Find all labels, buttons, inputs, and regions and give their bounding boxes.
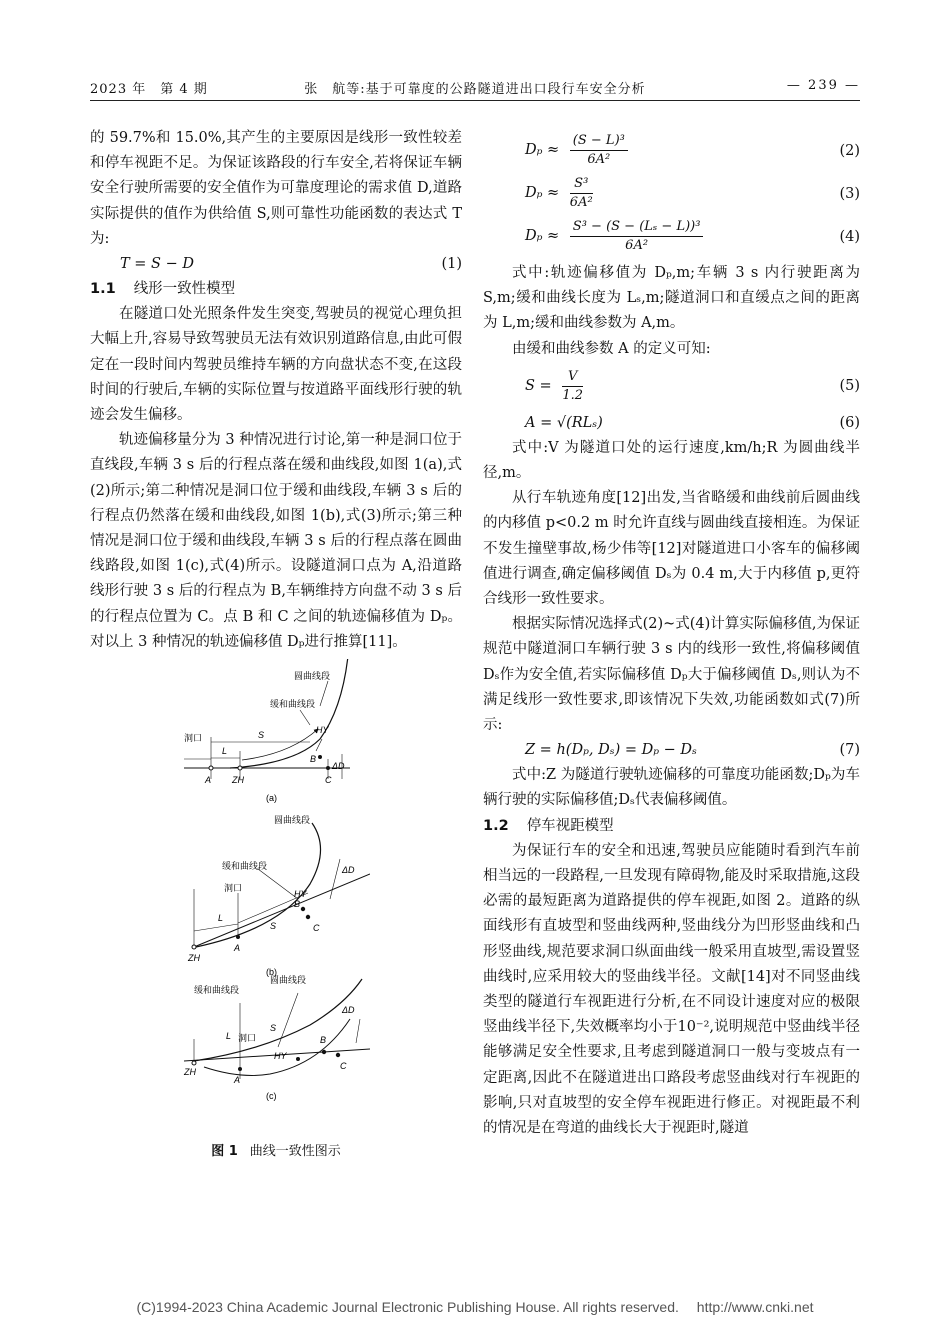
equation-4	[483, 218, 860, 255]
label-b: B	[320, 1035, 327, 1046]
equation-5	[483, 368, 860, 405]
equation-body: A = √(RLₛ)	[525, 414, 603, 431]
label-zh: ZH	[232, 775, 244, 786]
section-title: 线形一致性模型	[133, 281, 236, 298]
paragraph: 式中:轨迹偏移值为 Dₚ,m;车辆 3 s 内行驶距离为 S,m;缓和曲线长度为 Lₛ,m;隧道洞口和直缓点之间的距离为 L,m;缓和曲线参数为 A,m。	[483, 265, 860, 332]
numerator: V	[562, 368, 583, 387]
panel-b	[187, 814, 370, 977]
label-zh: ZH	[188, 953, 200, 964]
section-heading-1-2	[483, 814, 860, 839]
equation-number: (1)	[441, 256, 462, 273]
figure-1	[90, 659, 462, 1164]
label-hy: HY	[316, 725, 329, 736]
equation-fraction	[570, 132, 628, 169]
panel-a	[184, 659, 350, 803]
label-zh: ZH	[184, 1067, 196, 1078]
label-c: C	[325, 775, 332, 786]
numerator: (S − L)³	[570, 132, 628, 151]
equation-body: T = S − D	[120, 256, 194, 273]
equation-2	[483, 132, 860, 169]
paragraph: 从行车轨迹角度[12]出发,当省略缓和曲线前后圆曲线的内移值 p<0.2 m 时允许直线与圆曲线直接相连。为保证不发生撞壁事故,杨少伟等[12]对隧道进口小客车的偏移阈值进行调查,确定偏移阈值 Dₛ为 0.4 m,大于内移值 p,更符合线形一致性要求。	[483, 490, 860, 608]
section-number: 1.2	[483, 817, 509, 834]
page-number: — 239 —	[786, 78, 860, 93]
label-transition-curve: 缓和曲线段	[270, 699, 316, 710]
equation-number: (6)	[839, 414, 860, 431]
equation-7	[483, 738, 860, 763]
label-circular-curve: 圆曲线段	[294, 671, 331, 682]
paragraph: 式中:Z 为隧道行驶轨迹偏移的可靠度功能函数;Dₚ为车辆行驶的实际偏移值;Dₛ代表偏移阈值。	[483, 767, 860, 809]
equation-lhs: Dₚ ≈	[525, 141, 560, 158]
section-title: 停车视距模型	[526, 817, 614, 834]
paragraph: 在隧道口处光照条件发生突变,驾驶员的视觉心理负担大幅上升,容易导致驾驶员无法有效识别道路信息,由此可假定在一段时间内驾驶员维持车辆的方向盘状态不变,在这段时间的行驶后,车辆的实际位置与按道路平面线形行驶的轨迹会发生偏移。	[90, 306, 462, 424]
numerator: S³ − (S − (Lₛ − L))³	[570, 218, 704, 237]
label-portal: 洞口	[238, 1033, 257, 1044]
denominator: 6A²	[569, 195, 593, 210]
label-delta-d: ΔD	[332, 761, 345, 772]
section-heading-1-1	[90, 277, 462, 302]
equation-number: (7)	[839, 742, 860, 759]
paragraph: 轨迹偏移量分为 3 种情况进行讨论,第一种是洞口位于直线段,车辆 3 s 后的行程点落在缓和曲线段,如图 1(a),式(2)所示;第二种情况是洞口位于缓和曲线段,车辆 3 s 后的行程点仍然落在缓和曲线段,如图 1(b),式(3)所示;第三种情况是洞口位于缓和曲线段,车辆 3 s 后的行程点落在圆曲线路段,如图 1(c),式(4)所示。设隧道洞口点为 A,沿道路线形行驶 3 s 后的行程点为 B,车辆维持方向盘不动 3 s 后的行程点位置为 C。点 B 和 C 之间的轨迹偏移值为 Dₚ。对以上 3 种情况的轨迹偏移值 Dₚ进行推算[11]。	[90, 432, 462, 650]
equation-number: (5)	[839, 378, 860, 395]
panel-c	[183, 974, 370, 1101]
paragraph: 的 59.7%和 15.0%,其产生的主要原因是线形一致性较差和停车视距不足。为保证该路段的行车安全,若将保证车辆安全行驶所需要的安全值作为可靠度理论的需求值 D,道路实际提供的值作为供给值 S,则可靠性功能函数的表达式 T 为:	[90, 130, 462, 247]
paragraph: 根据实际情况选择式(2)~式(4)计算实际偏移值,为保证规范中隧道洞口车辆行驶 3 s 内的线形一致性,将偏移阈值 Dₛ作为安全值,若实际偏移值 Dₚ大于偏移阈值 Dₛ,则认为不满足线形一致性要求,即该情况下失效,功能函数如式(7)所示:	[483, 616, 860, 734]
section-number: 1.1	[90, 281, 116, 298]
figure-number: 图 1	[211, 1144, 238, 1160]
equation-lhs: S =	[525, 377, 552, 394]
label-circular-curve: 圆曲线段	[270, 975, 307, 986]
equation-fraction	[562, 368, 583, 405]
label-portal: 洞口	[184, 733, 203, 744]
label-delta-d: ΔD	[342, 865, 355, 876]
label-circular-curve: 圆曲线段	[274, 815, 311, 826]
figure-caption	[90, 1139, 462, 1164]
denominator: 1.2	[562, 387, 583, 403]
issue-info: 2023 年 第 4 期	[90, 82, 208, 97]
numerator: S³	[570, 175, 593, 194]
equation-lhs: Dₚ ≈	[525, 227, 560, 244]
article-running-title: 张 航等:基于可靠度的公路隧道进出口段行车安全分析	[304, 82, 646, 97]
label-c: C	[340, 1061, 347, 1072]
label-delta-d: ΔD	[342, 1005, 355, 1016]
figure-title: 曲线一致性图示	[249, 1144, 341, 1160]
equation-number: (2)	[839, 142, 860, 159]
equation-3	[483, 175, 860, 212]
label-hy: HY	[294, 889, 307, 900]
equation-fraction	[570, 218, 704, 255]
label-s: S	[270, 921, 277, 932]
label-hy: HY	[274, 1051, 287, 1062]
equation-lhs: Dₚ ≈	[525, 184, 560, 201]
label-l: L	[226, 1031, 232, 1042]
panel-tag: (a)	[266, 793, 277, 804]
equation-number: (4)	[839, 228, 860, 245]
label-a: A	[205, 775, 212, 786]
label-b: B	[310, 754, 317, 765]
running-header	[90, 78, 860, 100]
label-c: C	[313, 923, 320, 934]
equation-body: Z = h(Dₚ, Dₛ) = Dₚ − Dₛ	[525, 742, 697, 759]
label-a: A	[234, 1075, 241, 1086]
label-s: S	[258, 730, 265, 741]
panel-tag: (c)	[266, 1091, 277, 1102]
denominator: 6A²	[587, 152, 611, 167]
right-column	[483, 126, 860, 1141]
header-rule	[90, 100, 860, 101]
label-transition-curve: 缓和曲线段	[222, 861, 268, 872]
copyright-footer: (C)1994-2023 China Academic Journal Electronic Publishing House. All rights reserved. http://www.cnki.net	[136, 1299, 814, 1315]
panel-tag: (b)	[266, 967, 277, 978]
label-s: S	[270, 1023, 277, 1034]
equation-6	[483, 411, 860, 436]
paragraph: 为保证行车的安全和迅速,驾驶员应能随时看到汽车前相当远的一段路程,一旦发现有障碍物,能及时采取措施,这段必需的最短距离为道路提供的停车视距,如图 2。道路的纵面线形有直坡型和竖曲线两种,竖曲线分为凹形竖曲线和凸形竖曲线,规范要求洞口纵面曲线一般采用直坡型,需设置竖曲线时,应采用较大的竖曲线半径。文献[14]对不同竖曲线类型的隧道行车视距进行分析,在不同设计速度对应的极限竖曲线半径下,失效概率均小于10⁻²,说明规范中竖曲线半径能够满足安全性要求,且考虑到隧道洞口一般与变坡点有一定距离,因此不在隧道进出口路段考虑竖曲线对行车视距的影响,只对直坡型的安全停车视距进行修正。对视距最不利的情况是在弯道的曲线长大于视距时,隧道	[483, 842, 860, 1137]
equation-fraction	[570, 175, 593, 212]
label-transition-curve: 缓和曲线段	[194, 985, 240, 996]
label-l: L	[222, 746, 228, 757]
label-l: L	[218, 913, 224, 924]
denominator: 6A²	[625, 238, 649, 253]
label-a: A	[234, 943, 241, 954]
paragraph: 由缓和曲线参数 A 的定义可知:	[512, 340, 711, 357]
left-column	[90, 126, 462, 1164]
equation-number: (3)	[839, 185, 860, 202]
equation-1	[90, 252, 462, 277]
label-portal: 洞口	[224, 883, 243, 894]
label-b: B	[294, 899, 301, 910]
curve-consistency-diagram	[170, 659, 370, 1131]
paragraph: 式中:V 为隧道口处的运行速度,km/h;R 为圆曲线半径,m。	[483, 439, 860, 482]
